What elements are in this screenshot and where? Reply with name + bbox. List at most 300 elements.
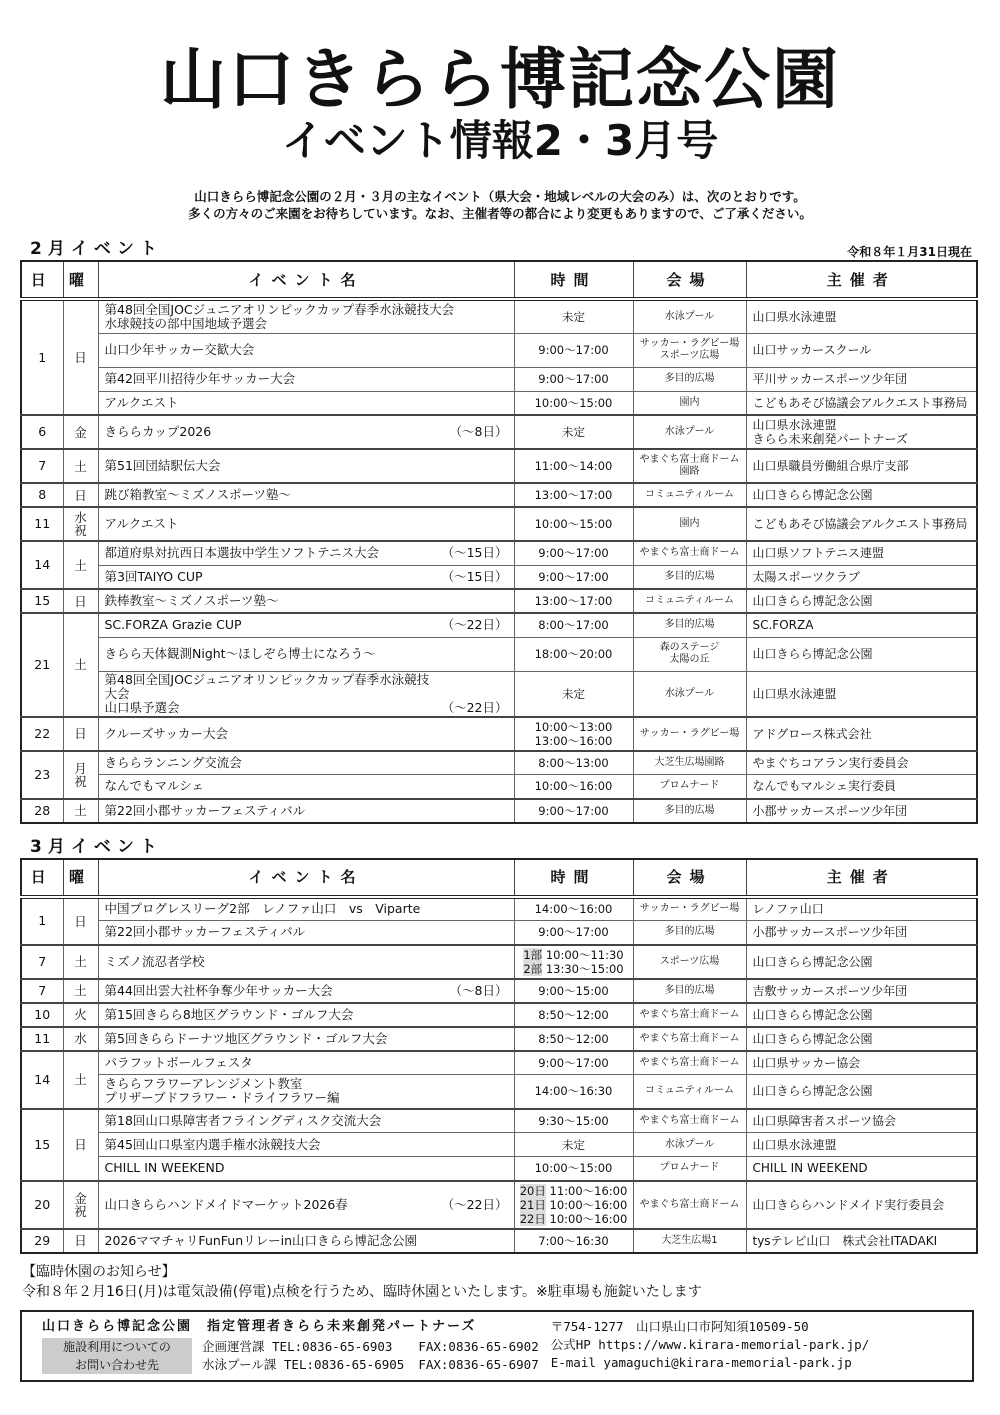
footer-tel-column bbox=[202, 1338, 404, 1374]
time-value: 9:00〜17:00 bbox=[538, 803, 609, 818]
footer-org: 山口きらら博記念公園 指定管理者きらら未来創発パートナーズ bbox=[42, 1318, 477, 1334]
time-cell bbox=[514, 1229, 633, 1253]
weekday-label: 土 bbox=[74, 557, 87, 573]
time-value: 未定 bbox=[562, 1137, 585, 1152]
day-cell bbox=[21, 1051, 63, 1109]
day-cell bbox=[21, 897, 63, 945]
time-line bbox=[517, 1234, 631, 1248]
time-value: 未定 bbox=[562, 425, 585, 439]
event-name bbox=[105, 303, 508, 331]
event-name bbox=[105, 925, 508, 939]
footer-fax-column bbox=[418, 1338, 538, 1374]
time-line bbox=[517, 618, 631, 632]
event-name-lines bbox=[105, 1008, 354, 1022]
organizer-line: 山口きらら博記念公園 bbox=[752, 1031, 873, 1046]
inquiry-line: 施設利用についての bbox=[63, 1339, 171, 1354]
day-cell bbox=[21, 541, 63, 589]
event-name-cell bbox=[98, 717, 514, 751]
organizer-line: 平川サッカースポーツ少年団 bbox=[752, 372, 908, 386]
time-cell bbox=[514, 1109, 633, 1133]
venue-cell bbox=[633, 391, 746, 415]
event-name bbox=[105, 902, 508, 916]
event-name-cell bbox=[98, 449, 514, 483]
event-name-lines bbox=[105, 1056, 253, 1070]
organizer-line: 山口きらら博記念公園 bbox=[752, 1084, 873, 1099]
intro-line: 多くの方々のご来園をお待ちしています。なお、主催者等の都合により変更もありますので、ご了承ください。 bbox=[188, 206, 812, 221]
venue-line: サッカー・ラグビー場 bbox=[639, 727, 740, 739]
weekday-label: 土 bbox=[74, 803, 87, 818]
organizer-line: 山口県水泳連盟 bbox=[752, 1137, 837, 1152]
weekday-label: 日 bbox=[74, 913, 87, 929]
venue-line: スポーツ広場 bbox=[659, 955, 720, 967]
event-name bbox=[105, 343, 508, 357]
weekday-cell bbox=[63, 415, 98, 449]
event-name-line: 第15回きらら8地区グラウンド・ゴルフ大会 bbox=[104, 1006, 354, 1022]
time-line bbox=[517, 396, 631, 410]
time-cell bbox=[514, 637, 633, 671]
weekday-cell bbox=[63, 1229, 98, 1253]
time-value: 10:00〜13:00 bbox=[534, 719, 613, 734]
organizer-cell bbox=[746, 449, 977, 483]
event-name-cell bbox=[98, 391, 514, 415]
header-row bbox=[21, 261, 977, 299]
organizer-cell bbox=[746, 979, 977, 1003]
time-cell bbox=[514, 367, 633, 391]
inquiry-label bbox=[42, 1338, 192, 1374]
event-name bbox=[105, 673, 508, 715]
time-value: 10:00〜16:00 bbox=[534, 779, 613, 794]
event-name bbox=[105, 1056, 508, 1070]
organizer-cell bbox=[746, 1075, 977, 1109]
mar-heading: 3月イベント bbox=[30, 836, 163, 857]
weekday-cell bbox=[63, 507, 98, 541]
venue-cell bbox=[633, 1003, 746, 1027]
table-row bbox=[21, 1109, 977, 1133]
organizer-line: きらら未来創発パートナーズ bbox=[752, 432, 908, 446]
weekday-cell bbox=[63, 1181, 98, 1229]
event-name-cell bbox=[98, 483, 514, 507]
event-name-line: きららフラワーアレンジメント教室 bbox=[104, 1076, 303, 1092]
time-cell bbox=[514, 1075, 633, 1109]
venue-cell bbox=[633, 921, 746, 945]
day-cell bbox=[21, 1109, 63, 1181]
event-name bbox=[105, 1198, 508, 1212]
organizer-line: 山口県水泳連盟 bbox=[752, 686, 837, 701]
venue-line: コミュニティルーム bbox=[645, 489, 734, 500]
column-header: 会場 bbox=[633, 859, 746, 897]
event-name-cell bbox=[98, 333, 514, 367]
weekday-label: 金 bbox=[74, 424, 87, 440]
time-cell bbox=[514, 1051, 633, 1075]
venue-line: サッカー・ラグビー場 bbox=[639, 338, 740, 349]
page-subtitle: イベント情報2・3月号 bbox=[281, 116, 719, 165]
time-value: 10:00〜11:30 bbox=[545, 947, 624, 962]
time-cell bbox=[514, 979, 633, 1003]
venue-line: コミュニティルーム bbox=[645, 1085, 734, 1097]
event-name-lines bbox=[105, 546, 380, 560]
organizer-cell bbox=[746, 637, 977, 671]
time-line bbox=[517, 687, 631, 701]
organizer-cell bbox=[746, 945, 977, 979]
organizer-line: 小郡サッカースポーツ少年団 bbox=[752, 803, 908, 818]
event-name bbox=[105, 546, 508, 560]
weekday-cell bbox=[63, 897, 98, 945]
time-value: 11:00〜14:00 bbox=[534, 459, 613, 473]
venue-cell bbox=[633, 775, 746, 799]
organizer-cell bbox=[746, 799, 977, 823]
organizer-line: こどもあそび協議会アルクエスト事務局 bbox=[752, 395, 968, 410]
weekday-label: 日 bbox=[74, 487, 87, 503]
intro-line: 山口きらら博記念公園の２月・３月の主なイベント（県大会・地域レベルの大会のみ）は、次のとおりです。 bbox=[194, 189, 806, 204]
weekday-cell bbox=[63, 589, 98, 613]
venue-line: 太陽の丘 bbox=[669, 654, 710, 665]
table-row bbox=[21, 589, 977, 613]
event-name-lines bbox=[105, 459, 221, 473]
as-of-date: 令和８年１月31日現在 bbox=[847, 245, 972, 259]
organizer-line: アドグロース株式会社 bbox=[752, 726, 872, 741]
event-name-line: 第3回TAIYO CUP bbox=[104, 568, 203, 584]
event-name-lines bbox=[105, 779, 204, 793]
event-name-line: パラフットボールフェスタ bbox=[104, 1054, 253, 1070]
time-line bbox=[517, 1056, 631, 1070]
time-cell bbox=[514, 333, 633, 367]
event-name bbox=[105, 1138, 508, 1152]
day-cell bbox=[21, 299, 63, 415]
event-name bbox=[105, 372, 508, 386]
event-name-lines bbox=[105, 925, 306, 939]
footer-left bbox=[42, 1318, 539, 1374]
table-row bbox=[21, 449, 977, 483]
time-value: 10:00〜16:00 bbox=[549, 1197, 628, 1212]
table-row bbox=[21, 671, 977, 717]
venue-cell bbox=[633, 507, 746, 541]
venue-line: 水泳プール bbox=[664, 1138, 715, 1150]
table-row bbox=[21, 945, 977, 979]
organizer-cell bbox=[746, 1003, 977, 1027]
table-row bbox=[21, 775, 977, 799]
event-name bbox=[105, 1114, 508, 1128]
event-name bbox=[105, 425, 508, 439]
time-line bbox=[517, 594, 631, 608]
time-line bbox=[517, 720, 631, 734]
time-value: 9:00〜17:00 bbox=[538, 569, 609, 584]
time-cell bbox=[514, 449, 633, 483]
event-name-cell bbox=[98, 897, 514, 921]
time-cell bbox=[514, 391, 633, 415]
event-name-line: ミズノ流忍者学校 bbox=[104, 953, 205, 969]
organizer-cell bbox=[746, 775, 977, 799]
table-row bbox=[21, 1003, 977, 1027]
venue-line: プロムナード bbox=[659, 1162, 720, 1174]
time-tag: 2部 bbox=[523, 961, 543, 976]
time-line bbox=[517, 647, 631, 661]
time-cell bbox=[514, 1181, 633, 1229]
time-value: 未定 bbox=[562, 686, 585, 701]
event-name-lines bbox=[105, 1032, 388, 1046]
organizer-line: やまぐちコアラン実行委員会 bbox=[752, 755, 909, 770]
organizer-line: 山口サッカースクール bbox=[752, 343, 872, 357]
event-name-line: 第22回小郡サッカーフェスティバル bbox=[104, 924, 306, 940]
venue-cell bbox=[633, 1133, 746, 1157]
table-row bbox=[21, 391, 977, 415]
event-name-line: きららカップ2026 bbox=[104, 424, 212, 439]
intro-text bbox=[0, 188, 1000, 222]
event-name-line: 鉄棒教室〜ミズノスポーツ塾〜 bbox=[104, 593, 279, 608]
event-name bbox=[105, 1234, 508, 1248]
event-name-cell bbox=[98, 775, 514, 799]
notice-text: 令和８年２月16日(月)は電気設備(停電)点検を行うため、臨時休園といたします。※駐車場も施錠いたします bbox=[22, 1283, 702, 1300]
time-cell bbox=[514, 483, 633, 507]
organizer-cell bbox=[746, 415, 977, 449]
event-name-cell bbox=[98, 507, 514, 541]
event-name-lines bbox=[105, 955, 205, 969]
time-cell bbox=[514, 799, 633, 823]
venue-line: 多目的広場 bbox=[664, 619, 715, 631]
day-number: 29 bbox=[34, 1232, 51, 1248]
column-header: 時間 bbox=[514, 261, 633, 299]
time-line bbox=[517, 925, 631, 939]
website-link[interactable]: 公式HP https://www.kirara-memorial-park.jp/ bbox=[550, 1336, 870, 1352]
organizer-cell bbox=[746, 1027, 977, 1051]
venue-cell bbox=[633, 1181, 746, 1229]
time-value: 13:00〜17:00 bbox=[534, 488, 613, 502]
event-name-lines bbox=[105, 1114, 382, 1128]
time-value: 11:00〜16:00 bbox=[549, 1183, 628, 1198]
event-until: （〜8日） bbox=[449, 424, 508, 439]
organizer-cell bbox=[746, 565, 977, 589]
venue-line: やまぐち富士商ドーム bbox=[639, 1008, 740, 1020]
time-value: 8:00〜13:00 bbox=[538, 755, 609, 770]
organizer-cell bbox=[746, 751, 977, 775]
venue-line: 園内 bbox=[679, 396, 700, 408]
table-row bbox=[21, 799, 977, 823]
event-name-line: 都道府県対抗西日本選抜中学生ソフトテニス大会 bbox=[104, 545, 380, 561]
day-cell bbox=[21, 589, 63, 613]
table-row bbox=[21, 1051, 977, 1075]
venue-cell bbox=[633, 637, 746, 671]
weekday-cell bbox=[63, 613, 98, 717]
organizer-cell bbox=[746, 671, 977, 717]
table-row bbox=[21, 415, 977, 449]
time-line bbox=[517, 756, 631, 770]
event-name-line: 第22回小郡サッカーフェスティバル bbox=[104, 802, 306, 818]
weekday-cell bbox=[63, 799, 98, 823]
weekday-label: 金 祝 bbox=[74, 1190, 87, 1219]
time-value: 8:50〜12:00 bbox=[538, 1031, 609, 1046]
organizer-line: 山口県職員労働組合県庁支部 bbox=[752, 459, 909, 473]
time-value: 13:30〜15:00 bbox=[545, 961, 624, 976]
time-cell bbox=[514, 671, 633, 717]
organizer-line: 吉敷サッカースポーツ少年団 bbox=[752, 983, 908, 998]
footer-right bbox=[551, 1318, 870, 1374]
time-value: 10:00〜15:00 bbox=[534, 395, 613, 410]
time-cell bbox=[514, 1003, 633, 1027]
time-cell bbox=[514, 921, 633, 945]
weekday-label: 日 bbox=[74, 1137, 87, 1152]
event-name-line: 水球競技の部中国地域予選会 bbox=[104, 315, 268, 331]
inquiry-line: お問い合わせ先 bbox=[74, 1357, 159, 1372]
event-until: （〜22日） bbox=[441, 1196, 508, 1212]
day-cell bbox=[21, 613, 63, 717]
time-line bbox=[517, 310, 631, 324]
table-row bbox=[21, 1181, 977, 1229]
table-row bbox=[21, 1075, 977, 1109]
weekday-cell bbox=[63, 449, 98, 483]
event-name-line: なんでもマルシェ bbox=[104, 778, 204, 794]
event-name-cell bbox=[98, 1051, 514, 1075]
event-until: （〜8日） bbox=[449, 982, 508, 998]
event-name-line: 第51回団結駅伝大会 bbox=[104, 458, 221, 473]
event-name bbox=[105, 727, 508, 741]
venue-line: 水泳プール bbox=[664, 310, 715, 322]
time-value: 10:00〜16:00 bbox=[549, 1211, 628, 1226]
event-name-lines bbox=[105, 1138, 321, 1152]
weekday-cell bbox=[63, 1027, 98, 1051]
organizer-cell bbox=[746, 483, 977, 507]
event-name-line: 第48回全国JOCジュニアオリンピックカップ春季水泳競技大会 bbox=[104, 301, 455, 317]
venue-cell bbox=[633, 1109, 746, 1133]
day-number: 14 bbox=[34, 1071, 51, 1087]
event-name-line: アルクエスト bbox=[104, 516, 179, 531]
venue-line: 園路 bbox=[679, 466, 700, 477]
weekday-label: 土 bbox=[74, 983, 87, 998]
time-line bbox=[517, 734, 631, 748]
time-line bbox=[517, 459, 631, 473]
venue-cell bbox=[633, 799, 746, 823]
time-value: 18:00〜20:00 bbox=[534, 647, 613, 661]
organizer-line: 山口きらら博記念公園 bbox=[752, 1007, 873, 1022]
time-line bbox=[517, 804, 631, 818]
venue-line: 園内 bbox=[679, 518, 700, 529]
time-line bbox=[517, 488, 631, 502]
column-header: 主催者 bbox=[746, 859, 977, 897]
table-row bbox=[21, 541, 977, 565]
organizer-line: 山口きららハンドメイド実行委員会 bbox=[752, 1197, 945, 1212]
venue-cell bbox=[633, 1075, 746, 1109]
time-line bbox=[517, 1008, 631, 1022]
time-value: 9:00〜17:00 bbox=[538, 546, 609, 561]
time-line bbox=[517, 570, 631, 584]
venue-line: サッカー・ラグビー場 bbox=[639, 903, 740, 915]
venue-cell bbox=[633, 945, 746, 979]
day-cell bbox=[21, 751, 63, 799]
venue-cell bbox=[633, 717, 746, 751]
event-name bbox=[105, 1032, 508, 1046]
organizer-line: 太陽スポーツクラブ bbox=[752, 569, 860, 584]
organizer-cell bbox=[746, 613, 977, 637]
weekday-cell bbox=[63, 299, 98, 415]
venue-line: やまぐち富士商ドーム bbox=[639, 1056, 740, 1068]
time-value: 9:30〜15:00 bbox=[538, 1113, 609, 1128]
event-name-lines bbox=[105, 594, 279, 608]
venue-cell bbox=[633, 333, 746, 367]
weekday-label: 土 bbox=[74, 954, 87, 969]
venue-line: 水泳プール bbox=[664, 426, 715, 437]
event-name-lines bbox=[105, 902, 421, 916]
event-name-line: 第5回きららドーナツ地区グラウンド・ゴルフ大会 bbox=[104, 1030, 388, 1046]
event-name-line: クルーズサッカー大会 bbox=[104, 725, 229, 741]
event-name-lines bbox=[105, 570, 203, 584]
event-name-lines bbox=[105, 618, 242, 632]
contact-footer bbox=[20, 1310, 974, 1382]
feb-heading: 2月イベント bbox=[30, 239, 163, 259]
event-name-lines bbox=[105, 727, 229, 741]
weekday-cell bbox=[63, 717, 98, 751]
organizer-cell bbox=[746, 367, 977, 391]
table-row bbox=[21, 565, 977, 589]
time-value: 9:00〜15:00 bbox=[538, 983, 609, 998]
day-cell bbox=[21, 449, 63, 483]
weekday-cell bbox=[63, 979, 98, 1003]
time-value: 8:50〜12:00 bbox=[538, 1007, 609, 1022]
email-link[interactable]: E-mail yamaguchi@kirara-memorial-park.jp bbox=[550, 1354, 852, 1370]
event-until: （〜22日） bbox=[441, 617, 508, 633]
venue-line: スポーツ広場 bbox=[659, 350, 720, 361]
event-name-line: CHILL IN WEEKEND bbox=[104, 1160, 225, 1176]
time-cell bbox=[514, 415, 633, 449]
organizer-line: tysテレビ山口 株式会社ITADAKI bbox=[752, 1233, 938, 1248]
table-row bbox=[21, 299, 977, 333]
time-line bbox=[517, 1032, 631, 1046]
weekday-cell bbox=[63, 1109, 98, 1181]
time-cell bbox=[514, 613, 633, 637]
weekday-label: 土 bbox=[74, 1072, 87, 1087]
weekday-label: 土 bbox=[74, 657, 87, 673]
organizer-line: なんでもマルシェ実行委員 bbox=[752, 779, 896, 794]
organizer-cell bbox=[746, 391, 977, 415]
address: 〒754-1277 山口県山口市阿知須10509-50 bbox=[550, 1318, 809, 1334]
event-name-cell bbox=[98, 1229, 514, 1253]
venue-line: 多目的広場 bbox=[664, 804, 715, 816]
weekday-label: 日 bbox=[74, 593, 87, 609]
main-content bbox=[20, 234, 976, 1382]
venue-line: やまぐち富士商ドーム bbox=[639, 1198, 740, 1210]
organizer-cell bbox=[746, 1109, 977, 1133]
column-header: 日 bbox=[21, 859, 63, 897]
event-name-lines bbox=[105, 1077, 340, 1105]
day-number: 14 bbox=[34, 557, 51, 572]
weekday-cell bbox=[63, 1051, 98, 1109]
event-name-cell bbox=[98, 1181, 514, 1229]
event-name bbox=[105, 804, 508, 818]
time-cell bbox=[514, 1157, 633, 1181]
venue-line: やまぐち富士商ドーム bbox=[639, 547, 740, 559]
organizer-line: CHILL IN WEEKEND bbox=[752, 1161, 868, 1176]
time-line bbox=[517, 984, 631, 998]
time-line bbox=[517, 1161, 631, 1175]
event-name-lines bbox=[105, 1198, 348, 1212]
organizer-cell bbox=[746, 541, 977, 565]
time-line bbox=[517, 546, 631, 560]
event-name bbox=[105, 618, 508, 632]
event-name-cell bbox=[98, 799, 514, 823]
event-name-cell bbox=[98, 589, 514, 613]
event-name bbox=[105, 459, 508, 473]
feb-events-table bbox=[20, 260, 978, 824]
time-value: 10:00〜15:00 bbox=[534, 517, 613, 531]
column-header: 曜 bbox=[63, 859, 98, 897]
time-tag: 21日 bbox=[519, 1197, 546, 1212]
column-header: イベント名 bbox=[98, 859, 514, 897]
header-row bbox=[21, 859, 977, 897]
day-number: 7 bbox=[38, 953, 47, 969]
closure-notice bbox=[20, 1262, 976, 1302]
venue-cell bbox=[633, 367, 746, 391]
time-line bbox=[517, 1184, 631, 1198]
event-name-cell bbox=[98, 1003, 514, 1027]
organizer-cell bbox=[746, 1157, 977, 1181]
organizer-cell bbox=[746, 507, 977, 541]
